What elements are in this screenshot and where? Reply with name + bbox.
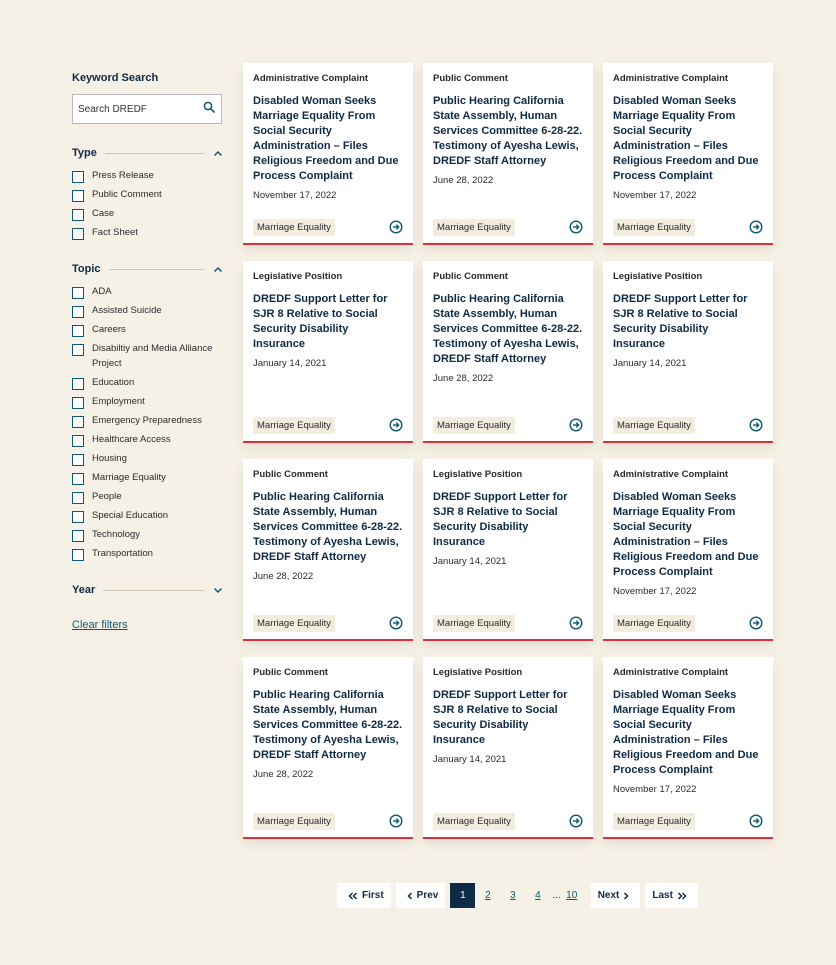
filter-option-label: Transportation [92, 548, 153, 559]
card-type: Legislative Position [433, 667, 523, 678]
checkbox[interactable] [72, 454, 84, 466]
card-type: Public Comment [253, 469, 328, 480]
result-card[interactable] [603, 63, 773, 245]
arrow-right-circle-icon[interactable] [749, 418, 763, 432]
first-page-label: First [362, 890, 384, 901]
filter-option[interactable] [72, 208, 224, 221]
arrow-right-circle-icon[interactable] [569, 814, 583, 828]
filter-option[interactable] [72, 170, 224, 183]
card-topic-tag[interactable]: Marriage Equality [433, 813, 515, 830]
chevron-up-icon[interactable] [212, 147, 224, 159]
filter-option[interactable] [72, 491, 224, 504]
checkbox[interactable] [72, 378, 84, 390]
filter-option[interactable] [72, 415, 224, 428]
checkbox[interactable] [72, 473, 84, 485]
arrow-right-circle-icon[interactable] [389, 616, 403, 630]
filter-sidebar [72, 72, 224, 633]
filter-option-label: Careers [92, 324, 126, 335]
filter-option[interactable] [72, 189, 224, 202]
filter-option[interactable] [72, 453, 224, 466]
card-title[interactable]: DREDF Support Letter for SJR 8 Relative to Social Security Disability Insurance [433, 491, 568, 548]
card-topic-tag[interactable]: Marriage Equality [253, 417, 335, 434]
card-date: November 17, 2022 [613, 784, 697, 795]
filter-option-label: People [92, 491, 122, 502]
card-date: November 17, 2022 [613, 190, 697, 201]
card-date: January 14, 2021 [433, 754, 507, 765]
type-filter [72, 146, 224, 240]
card-date: June 28, 2022 [253, 769, 314, 780]
double-chevron-left-icon [348, 892, 358, 900]
result-card[interactable] [603, 261, 773, 443]
card-topic-tag[interactable]: Marriage Equality [613, 615, 695, 632]
page-2[interactable]: 2 [485, 890, 491, 901]
search-icon[interactable] [203, 100, 215, 118]
card-type: Legislative Position [253, 271, 343, 282]
page-10[interactable]: 10 [566, 890, 578, 901]
divider [105, 153, 204, 154]
filter-option[interactable] [72, 305, 224, 318]
checkbox[interactable] [72, 511, 84, 523]
card-title[interactable]: Public Hearing California State Assembly, Human Services Committee 6-28-22. Testimony of Ayesha Lewis, DREDF Staff Attorney [433, 293, 583, 365]
card-title[interactable]: Disabled Woman Seeks Marriage Equality From Social Security Administration – Files Religious Freedom and Due Process Complaint [613, 689, 759, 776]
arrow-right-circle-icon[interactable] [389, 220, 403, 234]
card-topic-tag[interactable]: Marriage Equality [433, 219, 515, 236]
checkbox[interactable] [72, 549, 84, 561]
page-3[interactable]: 3 [510, 890, 516, 901]
checkbox[interactable] [72, 190, 84, 202]
result-card[interactable] [243, 657, 413, 839]
chevron-up-icon[interactable] [212, 263, 224, 275]
prev-page-button[interactable] [396, 883, 446, 908]
result-card[interactable] [603, 459, 773, 641]
card-topic-tag[interactable]: Marriage Equality [253, 219, 335, 236]
card-type: Administrative Complaint [613, 667, 729, 678]
clear-filters-link[interactable]: Clear filters [72, 619, 128, 631]
card-type: Administrative Complaint [253, 73, 369, 84]
arrow-right-circle-icon[interactable] [569, 418, 583, 432]
card-title[interactable]: Disabled Woman Seeks Marriage Equality From Social Security Administration – Files Religious Freedom and Due Process Complaint [613, 95, 759, 182]
card-type: Administrative Complaint [613, 469, 729, 480]
checkbox[interactable] [72, 530, 84, 542]
checkbox[interactable] [72, 344, 84, 356]
filter-option[interactable] [72, 529, 224, 542]
topic-options [72, 286, 224, 561]
page-1[interactable]: 1 [450, 883, 475, 908]
filter-option-label: Public Comment [92, 189, 162, 200]
filter-option-label: Employment [92, 396, 145, 407]
filter-option-label: Emergency Preparedness [92, 415, 202, 426]
card-title[interactable]: Public Hearing California State Assembly, Human Services Committee 6-28-22. Testimony of Ayesha Lewis, DREDF Staff Attorney [433, 95, 583, 167]
filter-option[interactable] [72, 548, 224, 561]
arrow-right-circle-icon[interactable] [569, 616, 583, 630]
filter-option[interactable] [72, 286, 224, 299]
card-type: Public Comment [433, 73, 508, 84]
card-title[interactable]: DREDF Support Letter for SJR 8 Relative to Social Security Disability Insurance [253, 293, 388, 350]
filter-option[interactable] [72, 434, 224, 447]
filter-option[interactable] [72, 343, 224, 371]
result-card[interactable] [603, 657, 773, 839]
card-title[interactable]: Disabled Woman Seeks Marriage Equality From Social Security Administration – Files Religious Freedom and Due Process Complaint [253, 95, 399, 182]
result-card[interactable] [243, 63, 413, 245]
filter-option-label: Assisted Suicide [92, 305, 162, 316]
card-type: Public Comment [433, 271, 508, 282]
card-title[interactable]: Public Hearing California State Assembly, Human Services Committee 6-28-22. Testimony of Ayesha Lewis, DREDF Staff Attorney [253, 491, 403, 563]
filter-option[interactable] [72, 377, 224, 390]
filter-option-label: Case [92, 208, 115, 219]
topic-filter-label: Topic [72, 263, 101, 275]
card-date: June 28, 2022 [433, 175, 494, 186]
next-page-label: Next [597, 890, 620, 901]
arrow-right-circle-icon[interactable] [389, 418, 403, 432]
filter-option-label: Special Education [92, 510, 169, 521]
checkbox[interactable] [72, 287, 84, 299]
filter-option[interactable] [72, 472, 224, 485]
chevron-right-icon [623, 892, 629, 900]
card-topic-tag[interactable]: Marriage Equality [613, 219, 695, 236]
next-page-button[interactable] [591, 883, 641, 908]
checkbox[interactable] [72, 306, 84, 318]
arrow-right-circle-icon[interactable] [749, 814, 763, 828]
divider [109, 269, 204, 270]
checkbox[interactable] [72, 228, 84, 240]
year-filter [72, 583, 224, 597]
results-grid [243, 63, 773, 839]
pagination [337, 883, 703, 908]
filter-option-label: Technology [92, 529, 141, 540]
filter-option-label: ADA [92, 286, 112, 297]
filter-option[interactable] [72, 324, 224, 337]
filter-option-label: Press Release [92, 170, 154, 181]
topic-filter-header[interactable] [72, 262, 224, 276]
card-type: Legislative Position [433, 469, 523, 480]
card-topic-tag[interactable]: Marriage Equality [613, 813, 695, 830]
topic-filter [72, 262, 224, 561]
search-box[interactable] [72, 94, 222, 124]
filter-option-label: Marriage Equality [92, 472, 166, 483]
checkbox[interactable] [72, 492, 84, 504]
card-title[interactable]: DREDF Support Letter for SJR 8 Relative to Social Security Disability Insurance [613, 293, 748, 350]
last-page-button[interactable] [645, 883, 698, 908]
card-topic-tag[interactable]: Marriage Equality [253, 813, 335, 830]
card-topic-tag[interactable]: Marriage Equality [613, 417, 695, 434]
arrow-right-circle-icon[interactable] [569, 220, 583, 234]
card-topic-tag[interactable]: Marriage Equality [253, 615, 335, 632]
card-date: November 17, 2022 [253, 190, 337, 201]
card-title[interactable]: Disabled Woman Seeks Marriage Equality From Social Security Administration – Files Religious Freedom and Due Process Complaint [613, 491, 759, 578]
page-4[interactable]: 4 [535, 890, 541, 901]
card-type: Administrative Complaint [613, 73, 729, 84]
result-card[interactable] [243, 261, 413, 443]
card-date: January 14, 2021 [253, 358, 327, 369]
chevron-left-icon [407, 892, 413, 900]
result-card[interactable] [423, 459, 593, 641]
first-page-button[interactable] [337, 883, 391, 908]
double-chevron-right-icon [677, 892, 687, 900]
filter-option-label: Education [92, 377, 135, 388]
type-filter-header[interactable] [72, 146, 224, 160]
checkbox[interactable] [72, 171, 84, 183]
result-card[interactable] [423, 261, 593, 443]
arrow-right-circle-icon[interactable] [389, 814, 403, 828]
checkbox[interactable] [72, 397, 84, 409]
keyword-search-title: Keyword Search [72, 72, 159, 84]
card-topic-tag[interactable]: Marriage Equality [433, 417, 515, 434]
filter-option-label: Healthcare Access [92, 434, 171, 445]
card-title[interactable]: DREDF Support Letter for SJR 8 Relative to Social Security Disability Insurance [433, 689, 568, 746]
pagination-ellipsis: ... [552, 890, 561, 901]
result-card[interactable] [423, 657, 593, 839]
checkbox[interactable] [72, 435, 84, 447]
prev-page-label: Prev [416, 890, 439, 901]
card-date: January 14, 2021 [613, 358, 687, 369]
result-card[interactable] [243, 459, 413, 641]
divider [103, 590, 204, 591]
filter-option-label: Fact Sheet [92, 227, 138, 238]
chevron-down-icon[interactable] [212, 584, 224, 596]
checkbox[interactable] [72, 209, 84, 221]
card-title[interactable]: Public Hearing California State Assembly, Human Services Committee 6-28-22. Testimony of Ayesha Lewis, DREDF Staff Attorney [253, 689, 403, 761]
card-topic-tag[interactable]: Marriage Equality [433, 615, 515, 632]
filter-option[interactable] [72, 396, 224, 409]
type-filter-label: Type [72, 147, 97, 159]
card-type: Public Comment [253, 667, 328, 678]
filter-option-label: Disabiltiy and Media Alliance Project [92, 343, 213, 369]
card-date: November 17, 2022 [613, 586, 697, 597]
result-card[interactable] [423, 63, 593, 245]
arrow-right-circle-icon[interactable] [749, 220, 763, 234]
type-options [72, 170, 224, 240]
checkbox[interactable] [72, 325, 84, 337]
search-input[interactable] [78, 104, 188, 115]
filter-option[interactable] [72, 227, 224, 240]
filter-option-label: Housing [92, 453, 127, 464]
arrow-right-circle-icon[interactable] [749, 616, 763, 630]
last-page-label: Last [652, 890, 673, 901]
card-type: Legislative Position [613, 271, 703, 282]
checkbox[interactable] [72, 416, 84, 428]
filter-option[interactable] [72, 510, 224, 523]
year-filter-header[interactable] [72, 583, 224, 597]
year-filter-label: Year [72, 584, 96, 596]
card-date: January 14, 2021 [433, 556, 507, 567]
card-date: June 28, 2022 [253, 571, 314, 582]
card-date: June 28, 2022 [433, 373, 494, 384]
